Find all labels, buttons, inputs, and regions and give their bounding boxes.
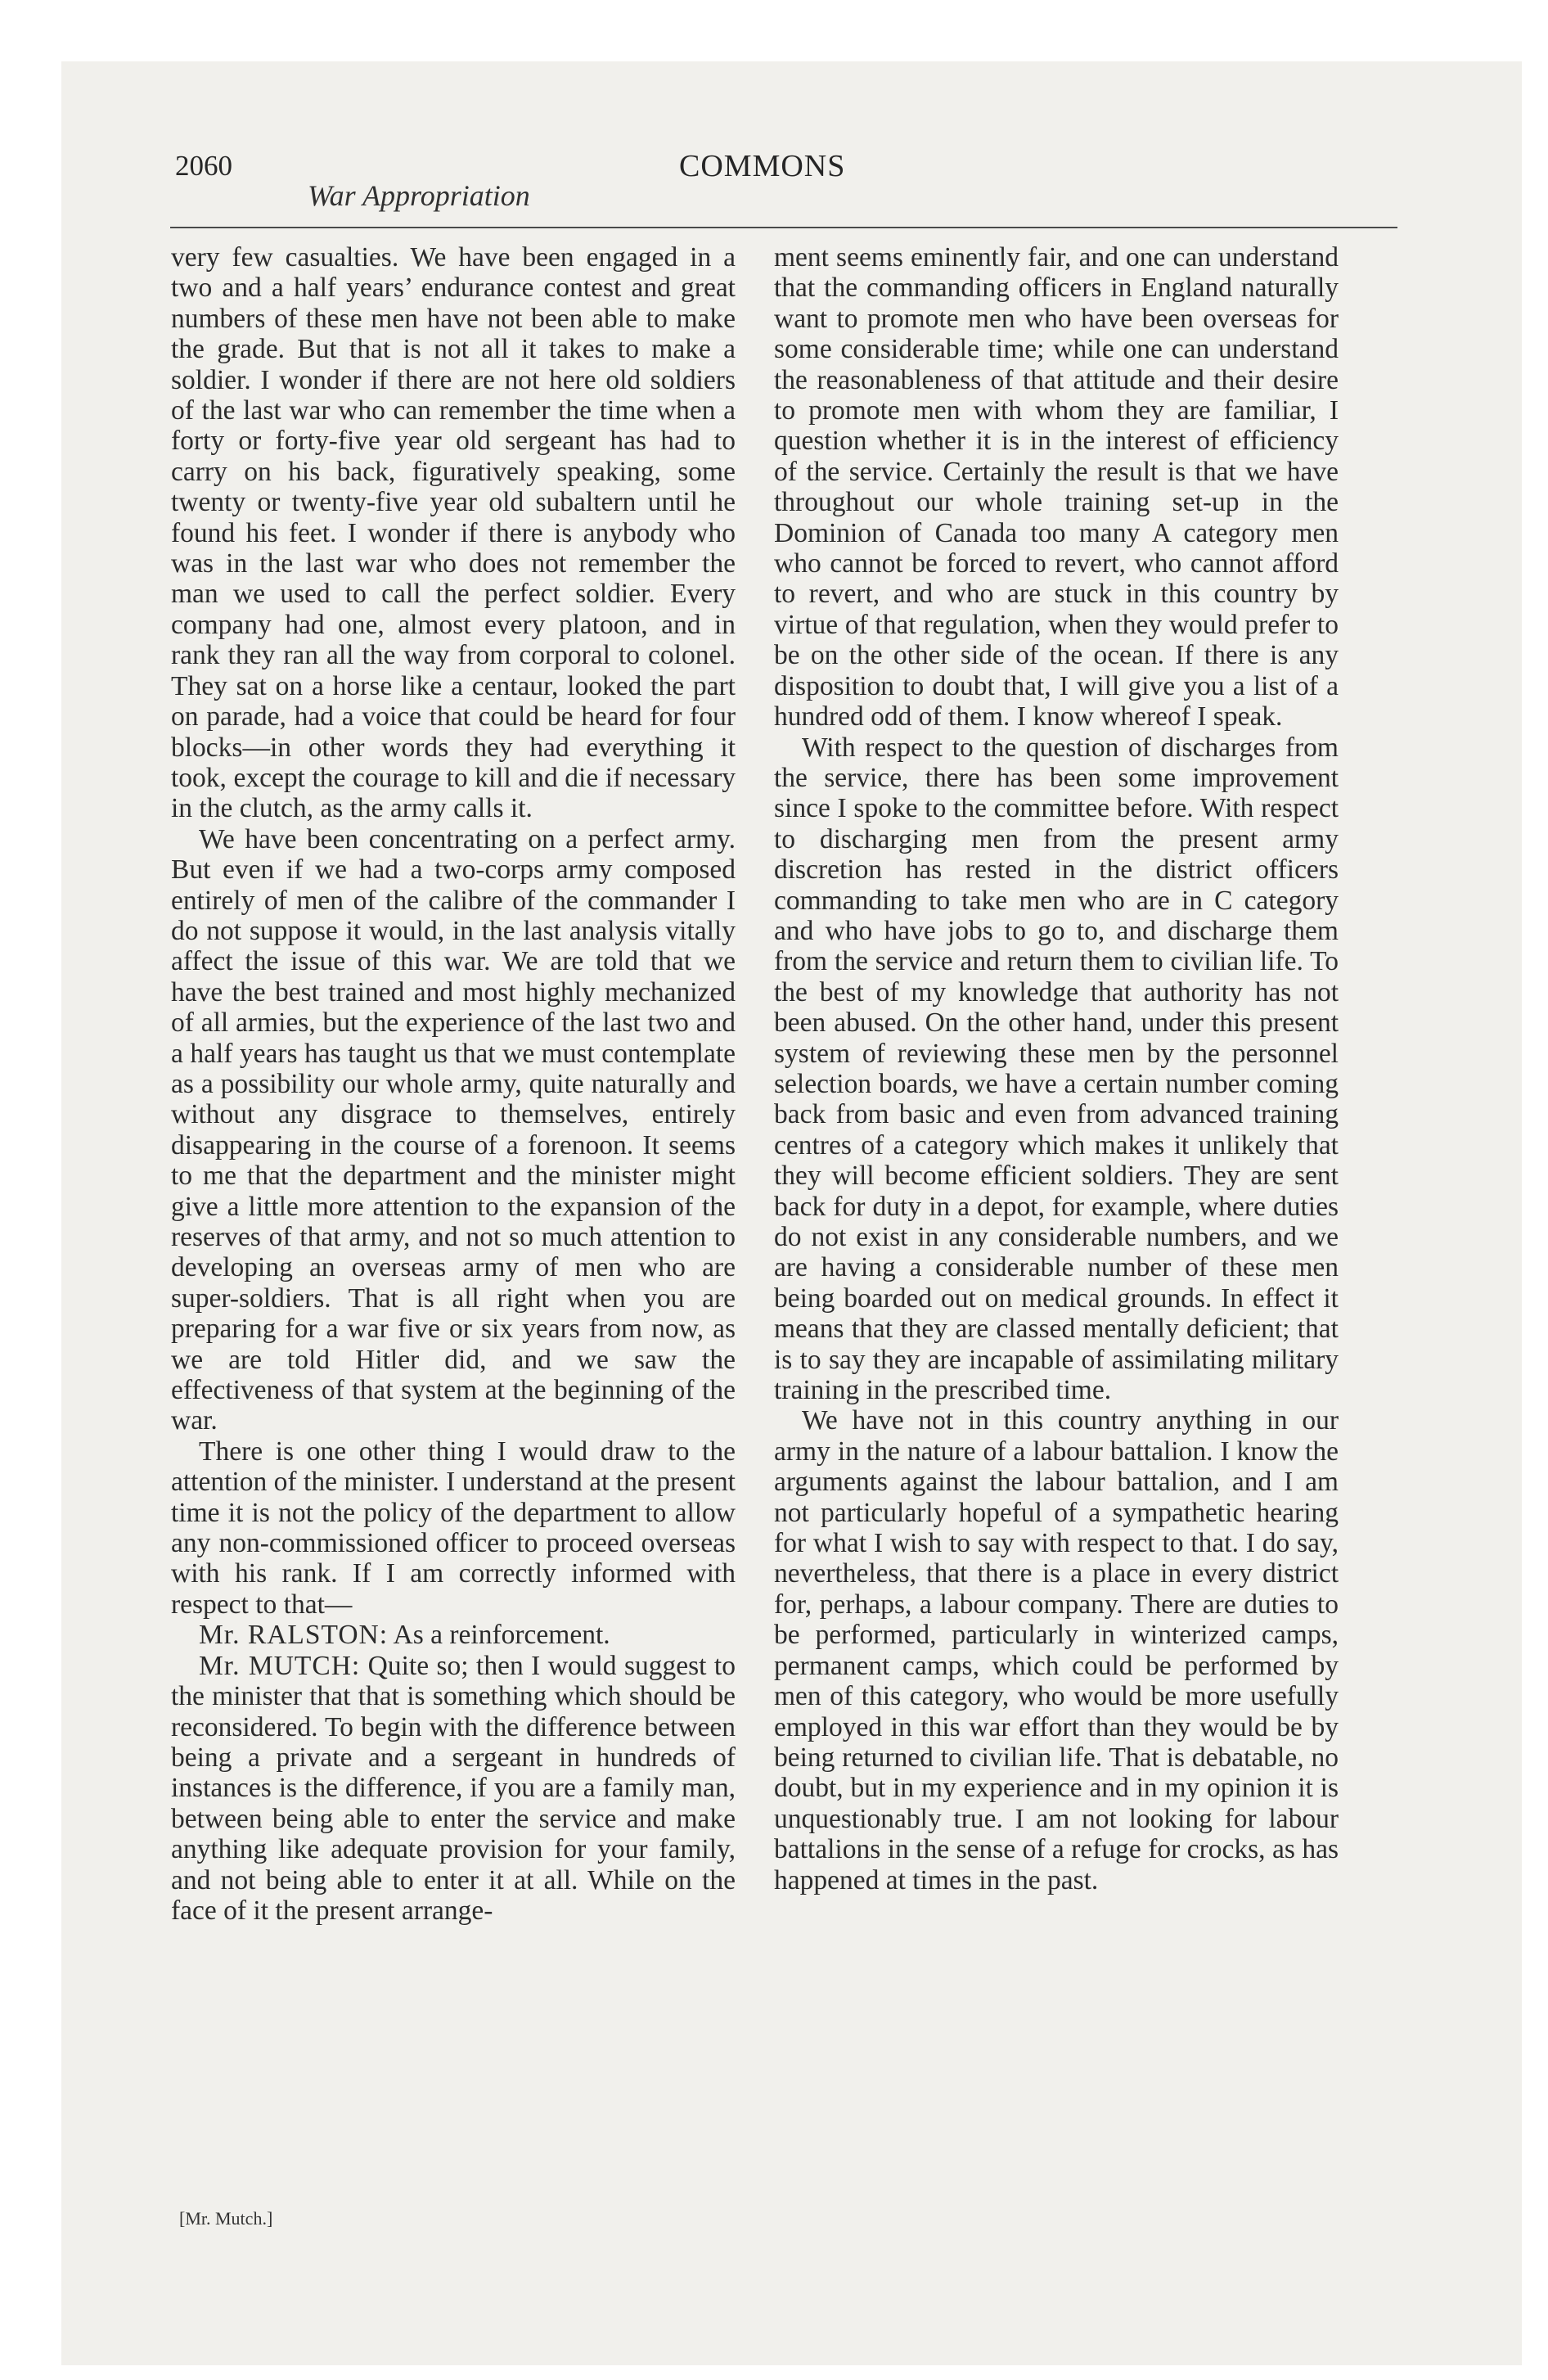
paragraph: There is one other thing I would draw to the attention of the minister. I understand at the present time it is not the policy of the department to allow any non-commissioned officer to proceed overseas with his rank. If I am correctly informed with respect to that— [171, 1436, 736, 1620]
right-column [774, 242, 1339, 1895]
speech-text: As a reinforcement. [388, 1620, 610, 1651]
chamber-heading: COMMONS [679, 149, 846, 183]
header-rule [170, 227, 1397, 228]
left-column [171, 242, 736, 1926]
speech-paragraph [171, 1620, 736, 1650]
speaker-name: Mr. RALSTON: [199, 1620, 389, 1651]
paragraph: very few casualties. We have been engaged in a two and a half years’ endurance contest and great numbers of these men have not been able to make the grade. But that is not all it takes to make a soldier. I wonder if there are not here old soldiers of the last war who can remember the time when a forty or forty-five year old sergeant has had to carry on his back, figuratively speaking, some twenty or twenty-five year old subaltern until he found his feet. I wonder if there is anybody who was in the last war who does not remember the man we used to call the perfect soldier. Every company had one, almost every platoon, and in rank they ran all the way from corporal to colonel. They sat on a horse like a centaur, looked the part on parade, had a voice that could be heard for four blocks—in other words they had everything it took, except the courage to kill and die if necessary in the clutch, as the army calls it. [171, 242, 736, 824]
speech-paragraph [171, 1651, 736, 1927]
page-number: 2060 [175, 150, 232, 182]
speaker-footnote: [Mr. Mutch.] [179, 2208, 273, 2229]
paragraph: We have been concentrating on a perfect army. But even if we had a two-corps army composed entirely of men of the calibre of the commander I do not suppose it would, in the last analysis vitally affect the issue of this war. We are told that we have the best trained and most highly mechanized of all armies, but the experience of the last two and a half years has taught us that we must contemplate as a possibility our whole army, quite naturally and without any disgrace to themselves, entirely disappearing in the course of a forenoon. It seems to me that the department and the minister might give a little more attention to the expansion of the reserves of that army, and not so much attention to developing an overseas army of men who are super-soldiers. That is all right when you are preparing for a war five or six years from now, as we are told Hitler did, and we saw the effectiveness of that system at the beginning of the war. [171, 823, 736, 1436]
speech-text: Quite so; then I would suggest to the minister that that is something which should be reconsidered. To begin with the difference between being a private and a sergeant in hundreds of instances is the difference, if you are a family man, between being able to enter the service and make anything like adequate provision for your family, and not being able to enter it at all. While on the face of it the present arrange- [171, 1650, 736, 1926]
running-title: War Appropriation [308, 179, 530, 212]
paragraph: We have not in this country anything in our army in the nature of a labour battalion. I know the arguments against the labour battalion, and I am not particularly hopeful of a sympathetic hearing for what I wish to say with respect to that. I do say, nevertheless, that there is a place in every district for, perhaps, a labour company. There are duties to be performed, particularly in winterized camps, permanent camps, which could be performed by men of this category, who would be more usefully employed in this war effort than they would be by being returned to civilian life. That is debatable, no doubt, but in my experience and in my opinion it is unquestionably true. I am not looking for labour battalions in the sense of a refuge for crocks, as has happened at times in the past. [774, 1405, 1339, 1895]
paragraph: With respect to the question of discharges from the service, there has been some improvement since I spoke to the committee before. With respect to discharging men from the present army discretion has rested in the district officers commanding to take men who are in C category and who have jobs to go to, and discharge them from the service and return them to civilian life. To the best of my knowledge that authority has not been abused. On the other hand, under this present system of reviewing these men by the personnel selection boards, we have a certain number coming back from basic and even from advanced training centres of a category which makes it unlikely that they will become efficient soldiers. They are sent back for duty in a depot, for example, where duties do not exist in any considerable numbers, and we are having a considerable number of these men being boarded out on medical grounds. In effect it means that they are classed mentally deficient; that is to say they are incapable of assimilating military training in the prescribed time. [774, 732, 1339, 1406]
speaker-name: Mr. MUTCH: [199, 1650, 361, 1681]
paragraph: ment seems eminently fair, and one can understand that the commanding officers in England naturally want to promote men who have been overseas for some considerable time; while one can understand the reasonableness of that attitude and their desire to promote men with whom they are familiar, I question whether it is in the interest of efficiency of the service. Certainly the result is that we have throughout our whole training set-up in the Dominion of Canada too many A category men who cannot be forced to revert, who cannot afford to revert, and who are stuck in this country by virtue of that regulation, when they would prefer to be on the other side of the ocean. If there is any disposition to doubt that, I will give you a list of a hundred odd of them. I know whereof I speak. [774, 242, 1339, 732]
